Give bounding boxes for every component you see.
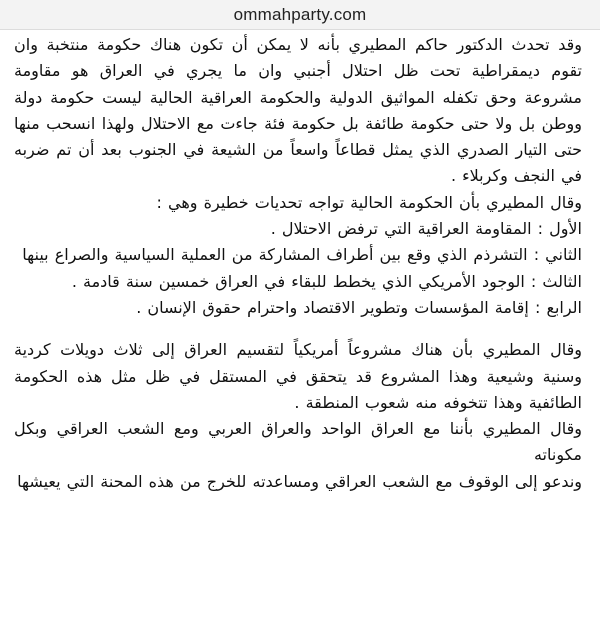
paragraph-support: وندعو إلى الوقوف مع الشعب العراقي ومساعدته للخرج من هذه المحنة التي يعيشها [17, 471, 582, 491]
paragraph-challenges-intro: وقال المطيري بأن الحكومة الحالية تواجه تحديات خطيرة وهي : [156, 192, 582, 212]
url-text: ommahparty.com [233, 4, 367, 24]
page-content[interactable] [0, 30, 600, 634]
paragraph-challenge-2: الثاني : التشرذم الذي وقع بين أطراف المشاركة من العملية السياسية والصراع بينها [22, 245, 582, 265]
address-bar[interactable] [0, 0, 600, 30]
article-body [0, 30, 600, 495]
paragraph-partition: وقال المطيري بأن هناك مشروعاً أمريكياً لتقسيم العراق إلى ثلاث دويلات كردية وسنية وشيعية وهذا المشروع قد يتحقق في المستقل في ظل مثل هذه الحكومة الطائفية وهذا تتخوفه منه شعوب المنطقة . [14, 340, 582, 412]
paragraph-challenge-4: الرابع : إقامة المؤسسات وتطوير الاقتصاد واحترام حقوق الإنسان . [136, 297, 582, 317]
paragraph-challenge-3: الثالث : الوجود الأمريكي الذي يخطط للبقاء في العراق خمسين سنة قادمة . [71, 271, 582, 291]
paragraph-unity: وقال المطيري بأننا مع العراق الواحد والعراق العربي ومع الشعب العراقي وبكل مكوناته [14, 419, 582, 465]
paragraph-intro: وقد تحدث الدكتور حاكم المطيري بأنه لا يمكن أن تكون هناك حكومة منتخبة وان تقوم ديمقراطية تحت ظل احتلال أجنبي وان ما يجري في العراق هو مقاومة مشروعة وحق تكفله المواثيق الدولية والحكومة العراقية الحالية ليست حكومة دولة ووطن بل ولا حتى حكومة طائفة بل حكومة فئة جاءت مع الاحتلال ولهذا انسحب منها حتى التيار الصدري الذي يمثل قطاعاً واسعاً من الشيعة في الجنوب بعد أن تم ضربه في النجف وكربلاء . [14, 35, 582, 186]
paragraph-challenge-1: الأول : المقاومة العراقية التي ترفض الاحتلال . [270, 219, 582, 239]
